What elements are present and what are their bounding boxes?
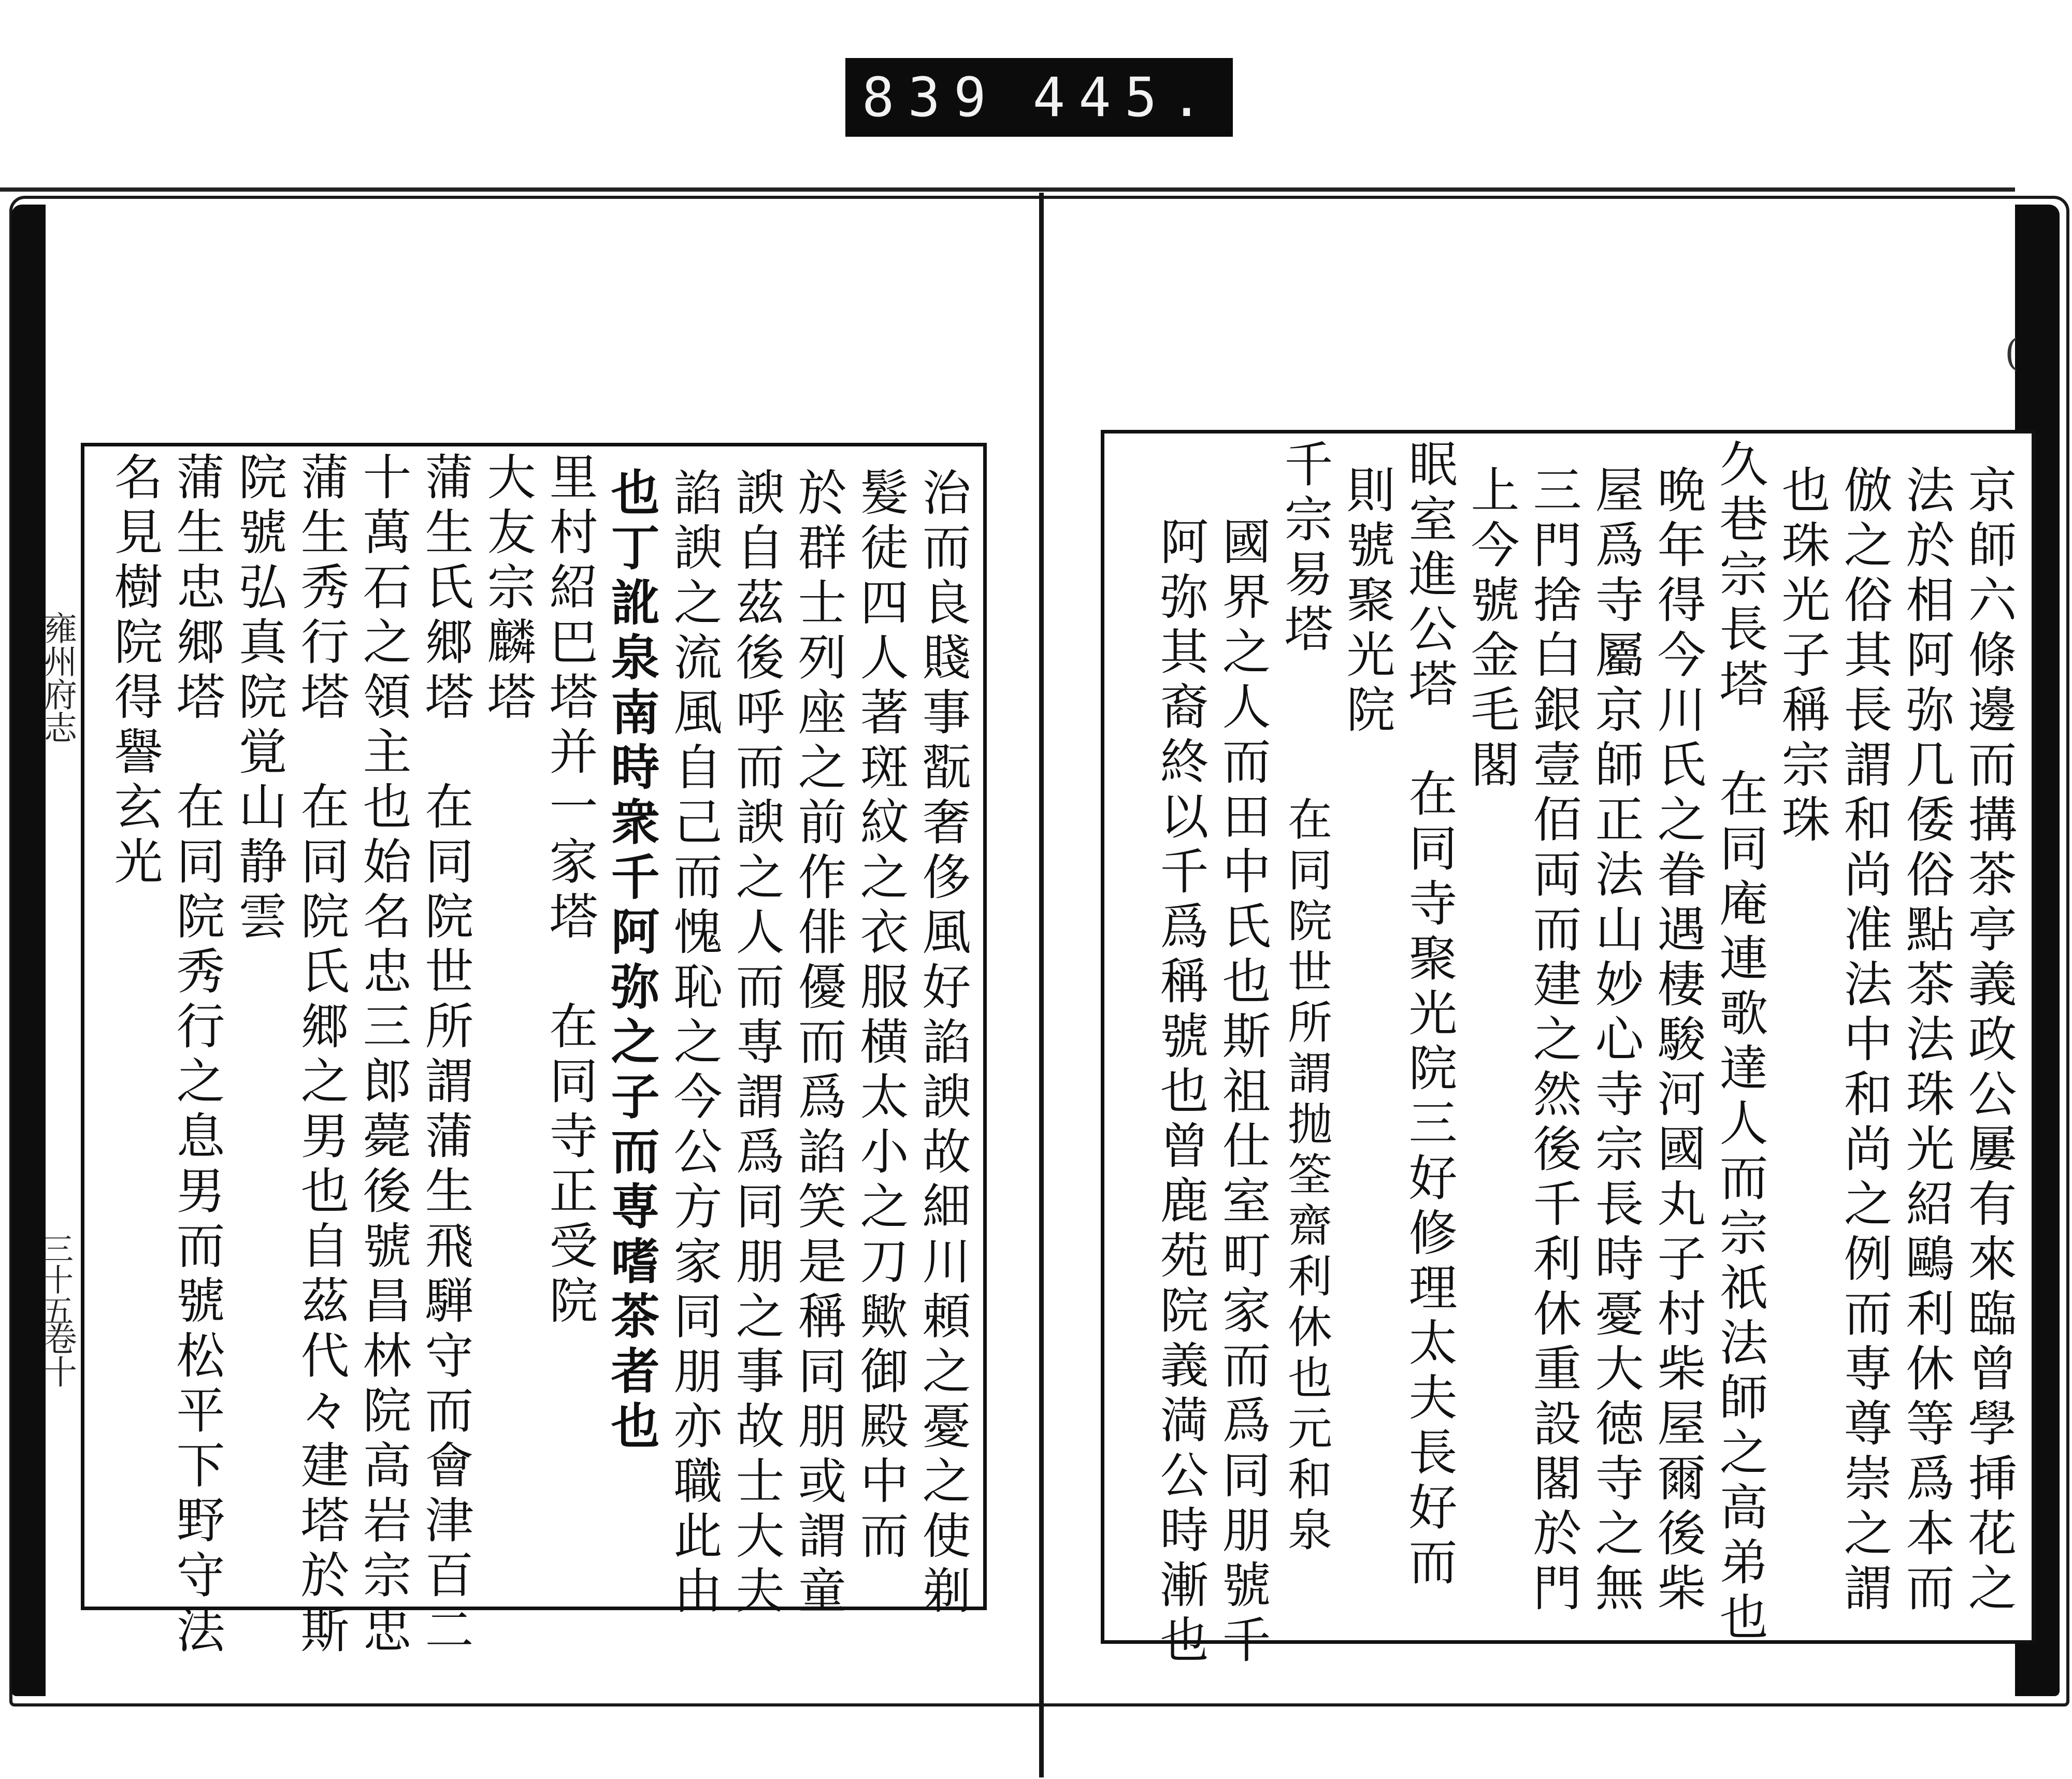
text-column: 十萬石之領主也始名忠三郎薨後號昌林院高岩宗忠 bbox=[354, 452, 411, 1659]
label-left-number: 839 bbox=[861, 66, 1000, 129]
right-page-text-frame bbox=[1101, 430, 2035, 1669]
text-column: 法於相阿弥几倭俗點茶法珠光紹鷗利休等爲本而 bbox=[1897, 465, 1954, 1617]
text-column: 於群士列座之前作俳優而爲諂笑是稱同朋或謂童 bbox=[789, 467, 846, 1620]
text-column: 久巷宗長塔 在同庵連歌達人而宗祇法師之高弟也 bbox=[1711, 439, 1767, 1646]
text-column: 屋爲寺屬京師正法山妙心寺宗長時憂大徳寺之無 bbox=[1587, 465, 1643, 1617]
inline-note-column: 在同院世所謂抛筌齋利休也元和泉 bbox=[1280, 796, 1332, 1557]
text-column: 諛自茲後呼而諛之人而専謂爲同朋之事故士大夫 bbox=[727, 467, 784, 1620]
margin-tab-title: 雍州府志 bbox=[38, 611, 77, 744]
archive-label-strip bbox=[845, 58, 1233, 137]
label-right-number: 445. bbox=[1032, 66, 1217, 129]
left-page-text-frame bbox=[81, 443, 987, 1659]
text-column: 院號弘真院覚山静雲 bbox=[230, 452, 286, 946]
text-column: 蒲生氏郷塔 在同院世所謂蒲生飛騨守而會津百二 bbox=[416, 452, 473, 1659]
text-column: 也珠光子稱宗珠 bbox=[1773, 465, 1830, 849]
text-column: 大友宗麟塔 bbox=[479, 452, 535, 726]
text-column: 治而良賤事翫奢侈風好諂諛故細川頼之憂之使剃 bbox=[914, 467, 970, 1620]
text-column: 京師六條邊而搆茶亭義政公屢有來臨曾學挿花之 bbox=[1960, 465, 2016, 1617]
corner-mark: ( bbox=[2005, 331, 2019, 374]
text-column: 蒲生忠郷塔 在同院秀行之息男而號松平下野守法 bbox=[168, 452, 224, 1659]
book-spine bbox=[1039, 193, 1044, 1777]
text-column: 上今號金毛閣 bbox=[1462, 465, 1519, 794]
text-column: 也丁訛泉南時衆千阿弥之子而専嗜茶者也 bbox=[602, 467, 659, 1455]
text-column: 則號聚光院 bbox=[1338, 465, 1394, 739]
text-column: 晩年得今川氏之眷遇棲駿河國丸子村柴屋爾後柴 bbox=[1649, 465, 1705, 1617]
page-number: 三十五 bbox=[37, 1233, 74, 1326]
text-column: 千宗易塔 bbox=[1276, 439, 1332, 658]
text-column: 里村紹巴塔并一家塔 在同寺正受院 bbox=[541, 452, 597, 1330]
text-column: 蒲生秀行塔 在同院氏郷之男也自茲代々建塔於斯 bbox=[292, 452, 349, 1659]
margin-tab-volume: 卷十 bbox=[38, 1322, 77, 1388]
text-column: 三門捨白銀壹佰両而建之然後千利休重設閣於門 bbox=[1524, 465, 1581, 1617]
text-column: 髮徒四人著斑紋之衣服横太小之刀歟御殿中而 bbox=[852, 467, 908, 1565]
text-column: 國界之人而田中氏也斯祖仕室町家而爲同朋號千 bbox=[1214, 516, 1270, 1669]
top-rule bbox=[0, 187, 2015, 192]
text-column: 名見樹院得譽玄光 bbox=[106, 452, 162, 891]
text-column: 眠室進公塔 在同寺聚光院三好修理太夫長好而 bbox=[1400, 439, 1457, 1592]
text-column: 阿弥其裔終以千爲稱號也曾鹿苑院義満公時漸也 bbox=[1152, 516, 1208, 1669]
text-column: 倣之俗其長謂和尚准法中和尚之例而専尊崇之謂 bbox=[1835, 465, 1892, 1617]
text-column: 諂諛之流風自己而愧恥之今公方家同朋亦職此由 bbox=[665, 467, 722, 1620]
